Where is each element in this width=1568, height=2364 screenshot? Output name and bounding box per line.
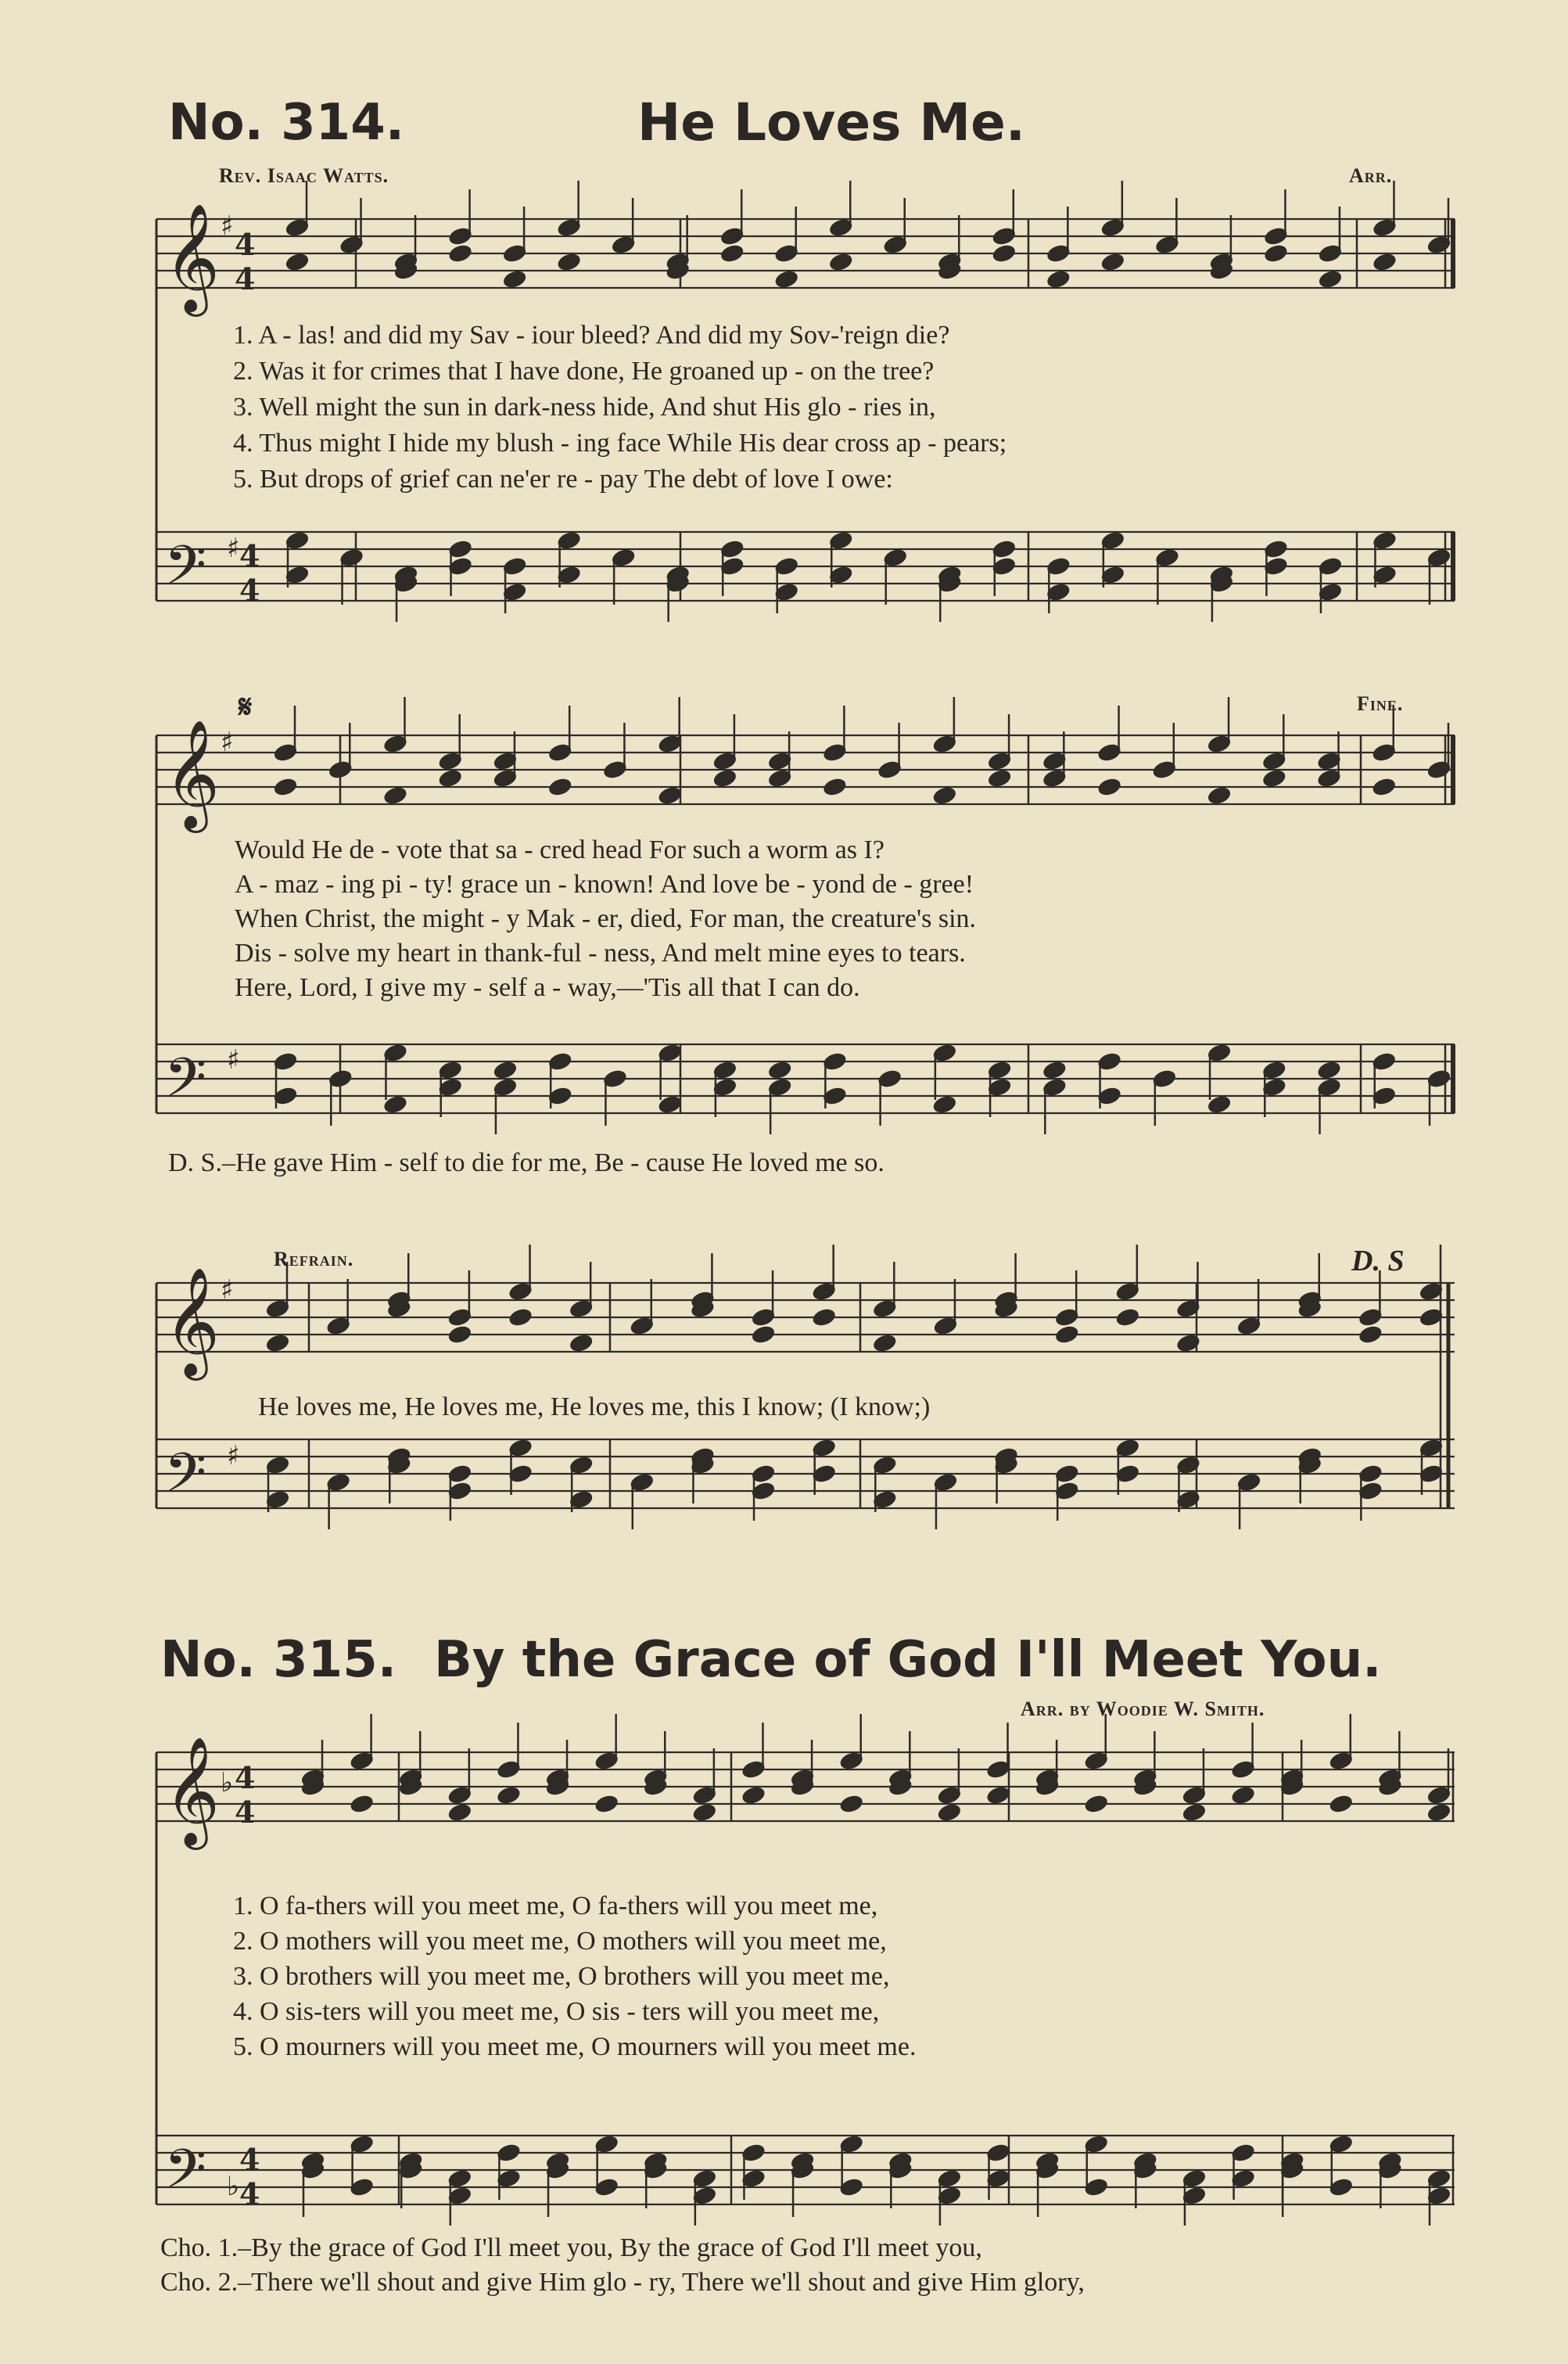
note-head	[872, 1333, 897, 1353]
note-head	[719, 243, 745, 264]
sharp-icon: ♯	[221, 210, 234, 242]
treble-clef-icon: 𝄞	[164, 1737, 220, 1845]
verse-5-line-b: Here, Lord, I give my - self a - way,—'Tis all that I can do.	[235, 973, 860, 1002]
refrain-label: Refrain.	[274, 1248, 354, 1270]
note-head	[547, 777, 572, 797]
note-head	[273, 777, 298, 797]
note-head	[1207, 785, 1232, 806]
treble-clef-icon: 𝄞	[164, 720, 220, 828]
note-head	[349, 1794, 374, 1814]
note-head	[1329, 1794, 1354, 1814]
note-head	[447, 243, 472, 264]
note-head	[992, 243, 1017, 264]
note-head	[828, 252, 853, 272]
note-head	[822, 777, 847, 797]
verse-1-line-a: 1. A - las! and did my Sav - iour bleed? And did my Sov-'reign die?	[233, 321, 950, 350]
note-head	[773, 269, 798, 289]
system-3-treble-staff	[156, 1283, 1455, 1352]
time-signature-icon: 4	[235, 261, 256, 296]
bass-clef-icon: 𝄢	[164, 534, 207, 610]
bass-clef-icon: 𝄢	[164, 2137, 207, 2214]
note-head	[1372, 252, 1397, 272]
note-head	[692, 1802, 717, 1823]
hymn-314-title: He Loves Me.	[637, 92, 1025, 153]
note-head	[382, 785, 407, 806]
note-head	[1230, 1785, 1255, 1805]
note-head	[1042, 1060, 1067, 1080]
chorus-2-line: Cho. 2.–There we'll shout and give Him glo - ry, There we'll shout and give Him glory,	[160, 2268, 1085, 2297]
refrain-lyric: He loves me, He loves me, He loves me, this I know; (I know;)	[258, 1392, 931, 1421]
note-head	[741, 1785, 766, 1805]
verse-2-line-b: A - maz - ing pi - ty! grace un - known! And love be - yond de - gree!	[235, 870, 974, 899]
bass-clef-icon: 𝄢	[164, 1046, 207, 1123]
system-2-bass-staff	[156, 1044, 1455, 1113]
note-head	[569, 1333, 594, 1353]
hymn-315-number: No. 315.	[160, 1631, 397, 1689]
system-3-bass-staff	[156, 1439, 1455, 1508]
verse-4-line-a: 4. Thus might I hide my blush - ing face While His dear cross ap - pears;	[233, 429, 1007, 458]
note-head	[657, 785, 682, 806]
note-head	[285, 252, 310, 272]
note-head	[502, 269, 527, 289]
note-head	[1096, 777, 1121, 797]
time-signature-icon: 4	[235, 227, 256, 262]
note-head	[751, 1324, 776, 1345]
verse-4-line-b: Dis - solve my heart in thank-ful - ness, And melt mine eyes to tears.	[235, 939, 966, 968]
note-head	[985, 1785, 1010, 1805]
note-head	[1084, 1794, 1109, 1814]
note-head	[987, 768, 1012, 789]
note-head	[1100, 252, 1125, 272]
note-head	[265, 1333, 290, 1353]
ds-line: D. S.–He gave Him - self to die for me, Be - cause He loved me so.	[168, 1148, 884, 1177]
sharp-icon: ♯	[221, 727, 234, 758]
system-2-treble-staff	[156, 735, 1455, 804]
note-head	[1054, 1324, 1079, 1345]
note-head	[1358, 1324, 1383, 1345]
hymn-314-arranger: Arr.	[1349, 164, 1393, 187]
sharp-icon: ♯	[227, 1440, 240, 1471]
ds-mark: D. S	[1351, 1245, 1405, 1277]
hymn-314-number: No. 314.	[168, 94, 405, 152]
verse-5-line: 5. O mourners will you meet me, O mourners will you meet me.	[233, 2032, 917, 2061]
hymn-315-title: By the Grace of God I'll Meet You.	[434, 1631, 1382, 1689]
note-head	[556, 252, 581, 272]
note-head	[1115, 1307, 1140, 1328]
hymn-315-arranger: Arr. by Woodie W. Smith.	[1021, 1698, 1265, 1720]
treble-clef-icon: 𝄞	[164, 1267, 220, 1376]
time-signature-icon: 4	[239, 2142, 260, 2177]
hymn-314-author: Rev. Isaac Watts.	[219, 164, 389, 187]
verse-2-line: 2. O mothers will you meet me, O mothers will you meet me,	[233, 1927, 887, 1956]
system-1-bass-staff	[156, 532, 1455, 601]
verse-1-line-b: Would He de - vote that sa - cred head For such a worm as I?	[235, 835, 884, 864]
note-head	[1316, 1060, 1341, 1080]
note-head	[437, 768, 462, 789]
time-signature-icon: 4	[239, 2176, 260, 2211]
flat-icon: ♭	[221, 1767, 234, 1798]
verse-5-line-a: 5. But drops of grief can ne'er re - pay The debt of love I owe:	[233, 465, 893, 494]
note-head	[712, 768, 737, 789]
note-head	[447, 1324, 472, 1345]
verse-1-line: 1. O fa-thers will you meet me, O fa-thers will you meet me,	[233, 1892, 878, 1920]
note-head	[811, 1307, 836, 1328]
verse-4-line: 4. O sis-ters will you meet me, O sis - ters will you meet me,	[233, 1997, 880, 2026]
note-head	[932, 785, 957, 806]
time-signature-icon: 4	[235, 1795, 256, 1830]
note-head	[1182, 1802, 1207, 1823]
verse-3-line-b: When Christ, the might - y Mak - er, died, For man, the creature's sin.	[235, 904, 977, 933]
verse-3-line: 3. O brothers will you meet me, O brothers will you meet me,	[233, 1962, 890, 1991]
fine-mark: Fine.	[1357, 692, 1404, 715]
note-head	[767, 1060, 792, 1080]
note-head	[1426, 1802, 1451, 1823]
treble-clef-icon: 𝄞	[164, 203, 220, 312]
note-head	[1263, 243, 1288, 264]
segno-icon: 𝄋	[239, 689, 253, 724]
note-head	[447, 1802, 472, 1823]
note-head	[508, 1307, 533, 1328]
time-signature-icon: 4	[239, 573, 260, 608]
verse-2-line-a: 2. Was it for crimes that I have done, He groaned up - on the tree?	[233, 357, 935, 386]
note-head	[838, 1794, 863, 1814]
sharp-icon: ♯	[221, 1274, 234, 1306]
chorus-1-line: Cho. 1.–By the grace of God I'll meet you, By the grace of God I'll meet you,	[160, 2233, 982, 2262]
flat-icon: ♭	[227, 2171, 240, 2202]
sharp-icon: ♯	[227, 1044, 240, 1076]
verse-3-line-a: 3. Well might the sun in dark-ness hide, And shut His glo - ries in,	[233, 393, 936, 422]
time-signature-icon: 4	[239, 538, 260, 573]
note-head	[1318, 269, 1343, 289]
note-head	[496, 1785, 521, 1805]
note-head	[1372, 777, 1397, 797]
note-head	[594, 1794, 619, 1814]
note-head	[493, 1060, 518, 1080]
time-signature-icon: 4	[235, 1760, 256, 1795]
system-1-treble-staff	[156, 219, 1455, 288]
bass-clef-icon: 𝄢	[164, 1441, 207, 1518]
note-head	[1261, 768, 1286, 789]
note-head	[937, 1802, 962, 1823]
note-head	[1046, 269, 1071, 289]
sharp-icon: ♯	[227, 533, 240, 564]
